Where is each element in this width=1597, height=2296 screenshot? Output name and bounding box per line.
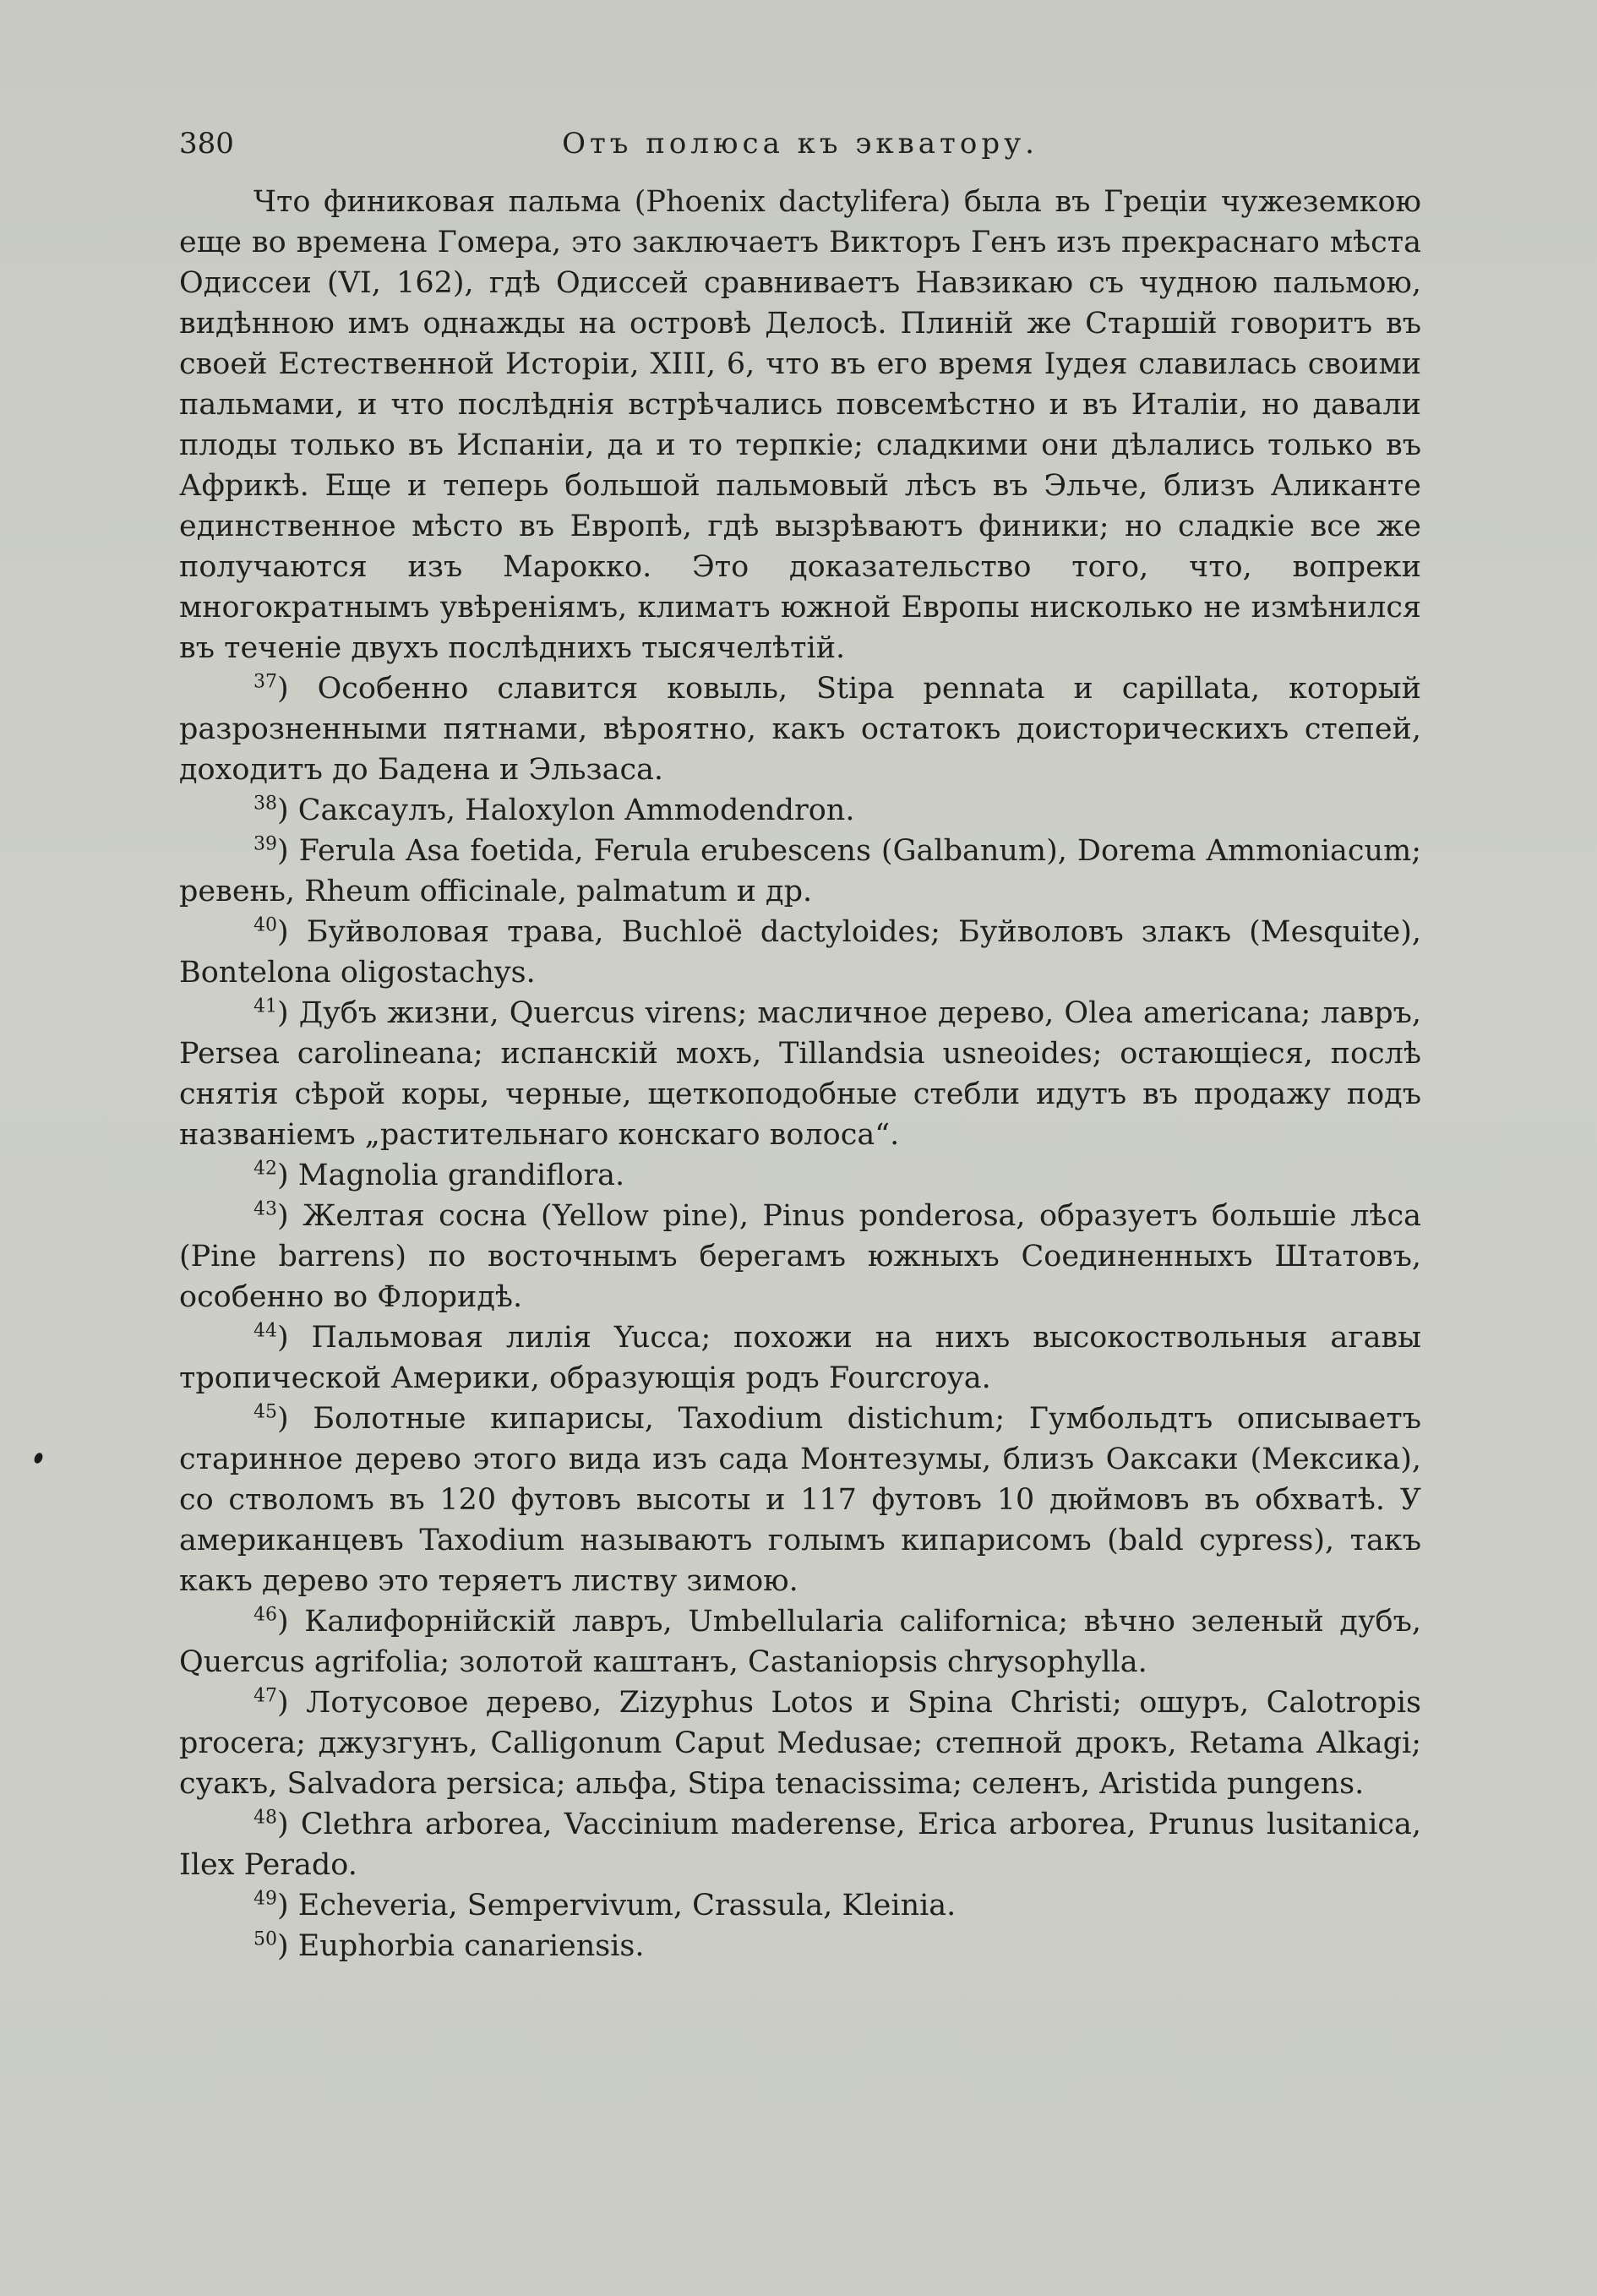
footnote-number: 45	[253, 1401, 277, 1423]
footnote-40: $^{40}$) Буйволовая трава, Buchloë dactyloides; Буйволовъ злакъ (Mesquite), Bontelona oligostachys.	[179, 914, 1421, 990]
footnote-46: $^{46}$) Калифорнійскій лавръ, Umbellularia californica; вѣчно зеленый дубъ, Quercus agrifolia; золотой каштанъ, Castaniopsis chrysophylla.	[179, 1604, 1421, 1679]
footnote-39: $^{39}$) Ferula Asa foetida, Ferula erubescens (Galbanum), Dorema Ammoniacum; ревень, Rheum officinale, palmatum и др.	[179, 833, 1421, 908]
footnote-45: $^{45}$) Болотные кипарисы, Taxodium distichum; Гумбольдтъ описываетъ старинное дерево этого вида изъ сада Монтезумы, близъ Оаксаки (Мексика), со стволомъ въ 120 футовъ высоты и 117 футовъ 10 дюймовъ въ обхватѣ. У американцевъ Taxodium называютъ голымъ кипарисомъ (bald cypress), такъ какъ дерево это теряетъ листву зимою.	[179, 1401, 1421, 1598]
footnote-text: Болотные кипарисы, Taxodium distichum; Гумбольдтъ описываетъ старинное дерево этого вида изъ сада Монтезумы, близъ Оаксаки (Мексика), со стволомъ въ 120 футовъ высоты и 117 футовъ 10 дюймовъ въ обхватѣ. У американцевъ Taxodium называютъ голымъ кипарисомъ (bald cypress), такъ какъ дерево это теряетъ листву зимою.	[179, 1402, 1421, 1598]
ink-speck	[33, 1452, 45, 1465]
footnote-text: Magnolia grandiflora.	[297, 1159, 625, 1192]
footnote-text: Буйволовая трава, Buchloë dactyloides; Буйволовъ злакъ (Mesquite), Bontelona oligostachys.	[179, 915, 1421, 990]
footnote-43: $^{43}$) Желтая сосна (Yellow pine), Pinus ponderosa, образуетъ большіе лѣса (Pine barrens) по восточнымъ берегамъ южныхъ Соединенныхъ Штатовъ, особенно во Флоридѣ.	[179, 1198, 1421, 1314]
footnote-text: Echeveria, Sempervivum, Crassula, Kleinia.	[297, 1889, 957, 1922]
paragraph	[179, 182, 1421, 668]
footnote-number: 49	[253, 1888, 277, 1910]
footnote-42: $^{42}$) Magnolia grandiflora.	[253, 1158, 625, 1192]
footnote-50: $^{50}$) Euphorbia canariensis.	[253, 1928, 645, 1963]
footnote-47: $^{47}$) Лотусовое дерево, Zizyphus Lotos и Spina Christi; ошуръ, Calotropis procera; джузгунъ, Calligonum Caput Medusae; степной дрокъ, Retama Alkagi; суакъ, Salvadora persica; альфа, Stipa tenacissima; селенъ, Aristida pungens.	[179, 1685, 1422, 1801]
footnote-text: Калифорнійскій лавръ, Umbellularia californica; вѣчно зеленый дубъ, Quercus agrifolia; золотой каштанъ, Castaniopsis chrysophylla.	[179, 1605, 1421, 1679]
footnote-44: $^{44}$) Пальмовая лилія Yucca; похожи на нихъ высокоствольныя агавы тропической Америки, образующія родъ Fourcroya.	[179, 1320, 1421, 1395]
footnote-text: Дубъ жизни, Quercus virens; масличное дерево, Olea americana; лавръ, Persea carolineana; испанскій мохъ, Tillandsia usneoides; остающіеся, послѣ снятія сѣрой коры, черные, щеткоподобные стебли идутъ въ продажу подъ названіемъ „растительнаго конскаго волоса“.	[179, 996, 1421, 1152]
paragraph-text: Что финиковая пальма (Phoenix dactylifera) была въ Греціи чужеземкою еще во времена Гомера, это заключаетъ Викторъ Генъ изъ прекраснаго мѣста Одиссеи (VI, 162), гдѣ Одиссей сравниваетъ Навзикаю съ чудною пальмою, видѣнною имъ однажды на островѣ Делосѣ. Плиній же Старшій говоритъ въ своей Естественной Исторіи, XIII, 6, что въ его время Іудея славилась своими пальмами, и что послѣднія встрѣчались повсемѣстно и въ Италіи, но давали плоды только въ Испаніи, да и то терпкіе; сладкими они дѣлались только въ Африкѣ. Еще и теперь большой пальмовый лѣсъ въ Эльче, близъ Аликанте единственное мѣсто въ Европѣ, гдѣ вызрѣваютъ финики; но сладкіе все же получаются изъ Марокко. Это доказательство того, что, вопреки многократнымъ увѣреніямъ, климатъ южной Европы нисколько не измѣнился въ теченіе двухъ послѣднихъ тысячелѣтій.	[179, 185, 1421, 665]
footnote-number: 50	[253, 1928, 277, 1950]
footnote-41: $^{41}$) Дубъ жизни, Quercus virens; масличное дерево, Olea americana; лавръ, Persea carolineana; испанскій мохъ, Tillandsia usneoides; остающіеся, послѣ снятія сѣрой коры, черные, щеткоподобные стебли идутъ въ продажу подъ названіемъ „растительнаго конскаго волоса“.	[179, 995, 1421, 1152]
footnote-number: 41	[253, 995, 277, 1017]
footnote-text: Ferula Asa foetida, Ferula erubescens (Galbanum), Dorema Ammoniacum; ревень, Rheum officinale, palmatum и др.	[179, 834, 1421, 908]
footnote-number: 42	[253, 1158, 277, 1180]
footnote-text: Саксаулъ, Haloxylon Ammodendron.	[297, 794, 855, 827]
footnote-text: Особенно славится ковыль, Stipa pennata и capillata, который разрозненными пятнами, вѣроятно, какъ остатокъ доисторическихъ степей, доходитъ до Бадена и Эльзаса.	[179, 672, 1421, 787]
page-text	[179, 182, 1421, 1966]
footnote-text: Euphorbia canariensis.	[297, 1929, 645, 1963]
footnote-48: $^{48}$) Clethra arborea, Vaccinium maderense, Erica arborea, Prunus lusitanica, Ilex Perado.	[179, 1807, 1421, 1882]
footnote-37: $^{37}$) Особенно славится ковыль, Stipa pennata и capillata, который разрозненными пятнами, вѣроятно, какъ остатокъ доисторическихъ степей, доходитъ до Бадена и Эльзаса.	[179, 671, 1421, 787]
footnote-38: $^{38}$) Саксаулъ, Haloxylon Ammodendron.	[253, 793, 855, 827]
footnote-number: 43	[253, 1198, 277, 1220]
footnote-49: $^{49}$) Echeveria, Sempervivum, Crassula, Kleinia.	[253, 1888, 957, 1922]
footnote-number: 39	[253, 833, 277, 855]
page-header	[179, 118, 1421, 169]
footnote-text: Clethra arborea, Vaccinium maderense, Erica arborea, Prunus lusitanica, Ilex Perado.	[179, 1808, 1421, 1882]
footnote-number: 48	[253, 1807, 277, 1829]
footnote-number: 46	[253, 1604, 277, 1626]
footnote-text: Пальмовая лилія Yucca; похожи на нихъ высокоствольныя агавы тропической Америки, образующія родъ Fourcroya.	[179, 1321, 1421, 1395]
footnote-text: Лотусовое дерево, Zizyphus Lotos и Spina Christi; ошуръ, Calotropis procera; джузгунъ, Calligonum Caput Medusae; степной дрокъ, Retama Alkagi; суакъ, Salvadora persica; альфа, Stipa tenacissima; селенъ, Aristida pungens.	[179, 1686, 1422, 1801]
running-title: Отъ полюса къ экватору.	[562, 127, 1038, 161]
footnote-text: Желтая сосна (Yellow pine), Pinus ponderosa, образуетъ большіе лѣса (Pine barrens) по восточнымъ берегамъ южныхъ Соединенныхъ Штатовъ, особенно во Флоридѣ.	[179, 1199, 1421, 1314]
footnote-number: 38	[253, 793, 277, 815]
footnote-number: 40	[253, 914, 277, 936]
footnote-number: 37	[253, 671, 277, 693]
page-number: 380	[179, 127, 234, 161]
footnote-number: 47	[253, 1685, 277, 1707]
footnote-number: 44	[253, 1320, 277, 1342]
